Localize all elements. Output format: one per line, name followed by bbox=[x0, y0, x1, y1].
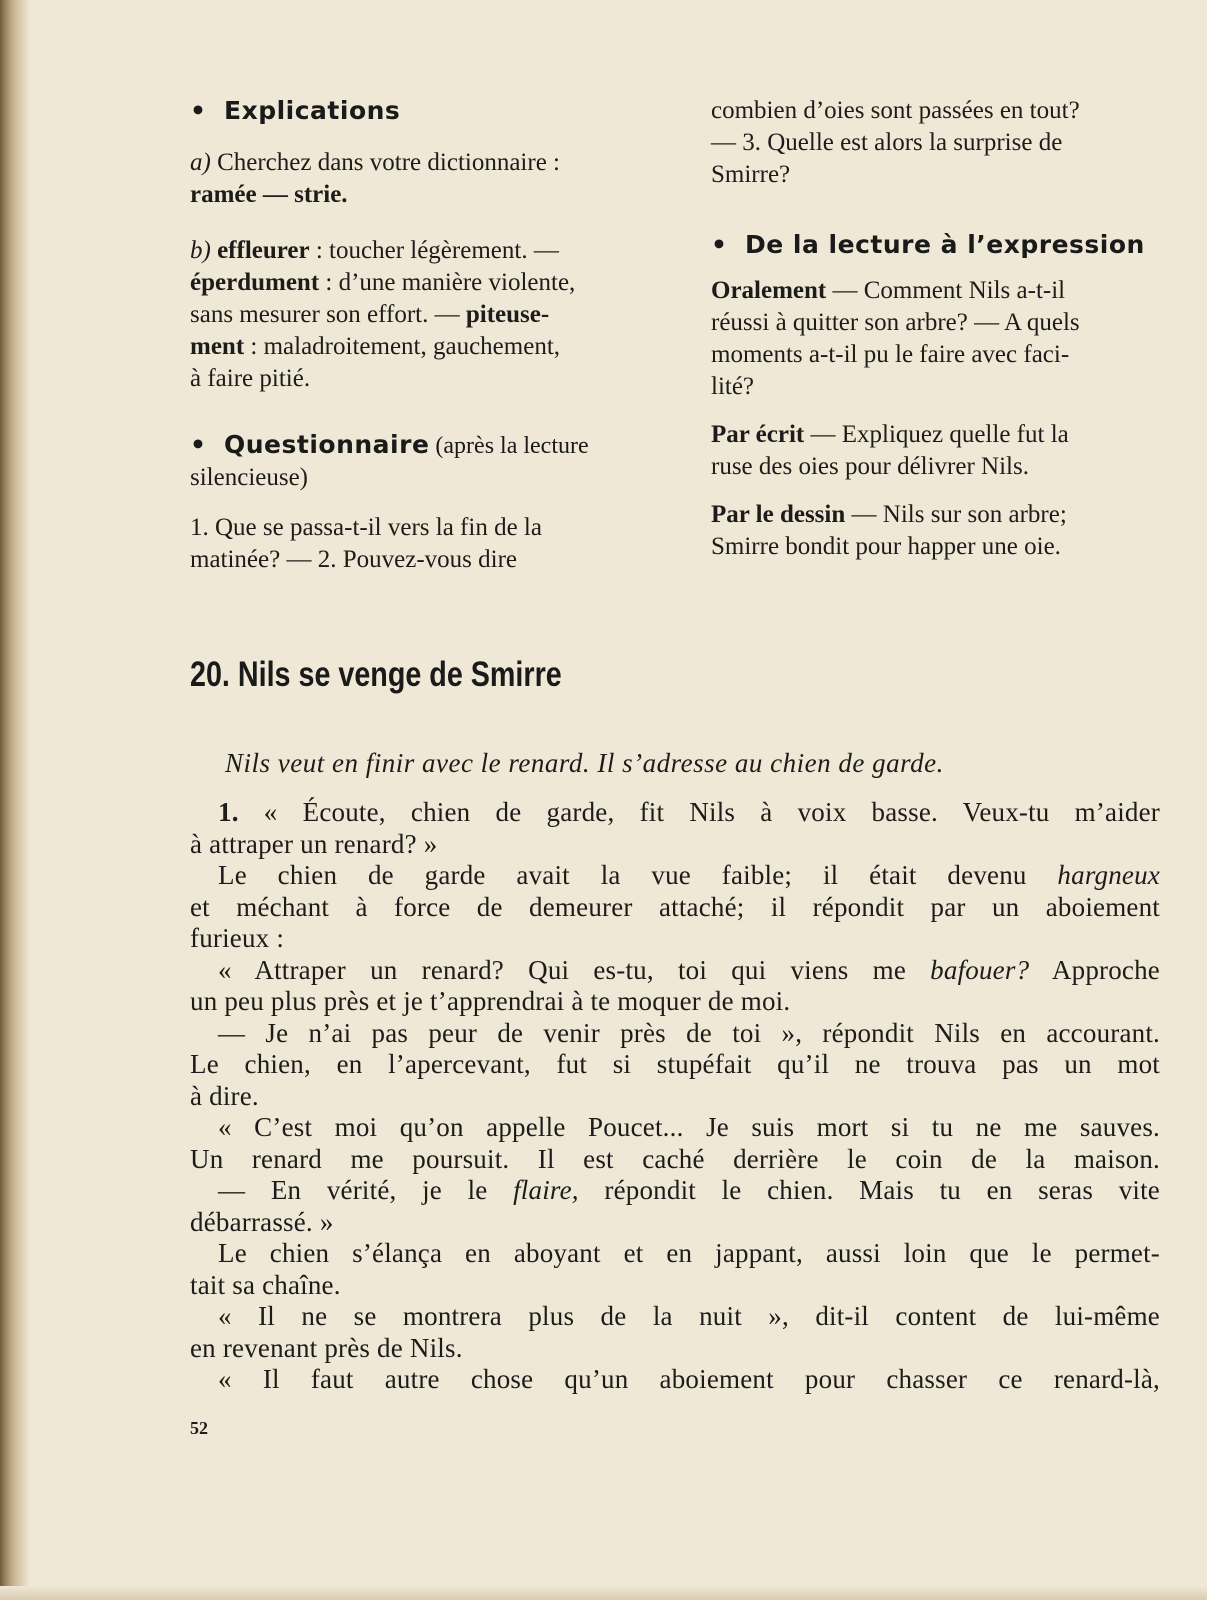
page-bottom-edge bbox=[0, 1586, 1207, 1600]
explications-b: b) effleurer : toucher légèrement. — éperdument : d’une manière violente, sans mesurer son effort. — piteuse- ment : maladroitement, gauchement, à faire pitié. bbox=[190, 237, 576, 392]
body-line: — Je n’ai pas peur de venir près de toi », répondit Nils en accourant. bbox=[218, 1017, 1160, 1048]
oralement-text: Oralement — Comment Nils a-t-il réussi à quitter son arbre? — A quels moments a-t-il pu le faire avec faci- lité? bbox=[711, 277, 1080, 400]
questionnaire-heading-note: silencieuse) bbox=[190, 464, 309, 491]
body-line: furieux : bbox=[190, 923, 285, 953]
body-line: Le chien, en l’apercevant, fut si stupéfait qu’il ne trouva pas un mot bbox=[190, 1049, 1160, 1079]
explications-a: a) Cherchez dans votre dictionnaire : ramée — strie. bbox=[190, 149, 560, 208]
body-line: débarrassé. » bbox=[190, 1206, 334, 1237]
body-line: en revenant près de Nils. bbox=[190, 1332, 463, 1363]
body-line: Un renard me poursuit. Il est caché derrière le coin de la maison. bbox=[190, 1143, 1160, 1174]
body-line: à dire. bbox=[190, 1080, 259, 1111]
explications-heading: • Explications bbox=[190, 96, 401, 125]
body-line: et méchant à force de demeurer attaché; il répondit par un aboiement bbox=[190, 891, 1160, 922]
expression-heading: • De la lecture à l’expression bbox=[711, 230, 1145, 259]
body-line: 1. « Écoute, chien de garde, fit Nils à voix basse. Veux-tu m’aider bbox=[218, 797, 1160, 827]
questionnaire-heading: • Questionnaire (après la lecture bbox=[190, 430, 589, 459]
body-line: « Attraper un renard? Qui es-tu, toi qui viens me bafouer? Approche bbox=[218, 954, 1160, 985]
body-line: un peu plus près et je t’apprendrai à te moquer de moi. bbox=[190, 986, 791, 1016]
body-line: « C’est moi qu’on appelle Poucet... Je suis mort si tu ne me sauves. bbox=[218, 1112, 1160, 1142]
bullet-icon: • bbox=[190, 96, 207, 125]
body-line: « Il ne se montrera plus de la nuit », dit-il content de lui-même bbox=[218, 1301, 1160, 1331]
body-line: à attraper un renard? » bbox=[190, 828, 438, 859]
book-spine-shadow bbox=[0, 0, 30, 1600]
body-line: Le chien s’élança en aboyant et en jappant, aussi loin que le permet- bbox=[218, 1238, 1160, 1268]
lesson-title: 20. Nils se venge de Smirre bbox=[190, 655, 562, 694]
left-column bbox=[190, 95, 650, 576]
body-line: — En vérité, je le flaire, répondit le chien. Mais tu en seras vite bbox=[218, 1175, 1160, 1205]
page-number: 52 bbox=[190, 1418, 208, 1438]
body-line: « Il faut autre chose qu’un aboiement pour chasser ce renard-là, bbox=[218, 1364, 1160, 1394]
bullet-icon: • bbox=[190, 430, 207, 459]
bullet-icon: • bbox=[711, 230, 728, 259]
par-le-dessin-text: Par le dessin — Nils sur son arbre; Smirre bondit pour happer une oie. bbox=[711, 501, 1067, 560]
body-line: tait sa chaîne. bbox=[190, 1269, 341, 1300]
questionnaire-text: 1. Que se passa-t-il vers la fin de la matinée? — 2. Pouvez-vous dire bbox=[190, 514, 542, 573]
right-column bbox=[711, 95, 1184, 563]
questionnaire-continued: combien d’oies sont passées en tout? — 3. Quelle est alors la surprise de Smirre? bbox=[711, 97, 1080, 188]
body-line: Le chien de garde avait la vue faible; il était devenu hargneux bbox=[218, 860, 1160, 890]
par-ecrit-text: Par écrit — Expliquez quelle fut la ruse des oies pour délivrer Nils. bbox=[711, 421, 1069, 480]
lesson-body bbox=[190, 797, 1160, 1396]
lesson-intro: Nils veut en finir avec le renard. Il s’adresse au chien de garde. bbox=[225, 748, 944, 778]
